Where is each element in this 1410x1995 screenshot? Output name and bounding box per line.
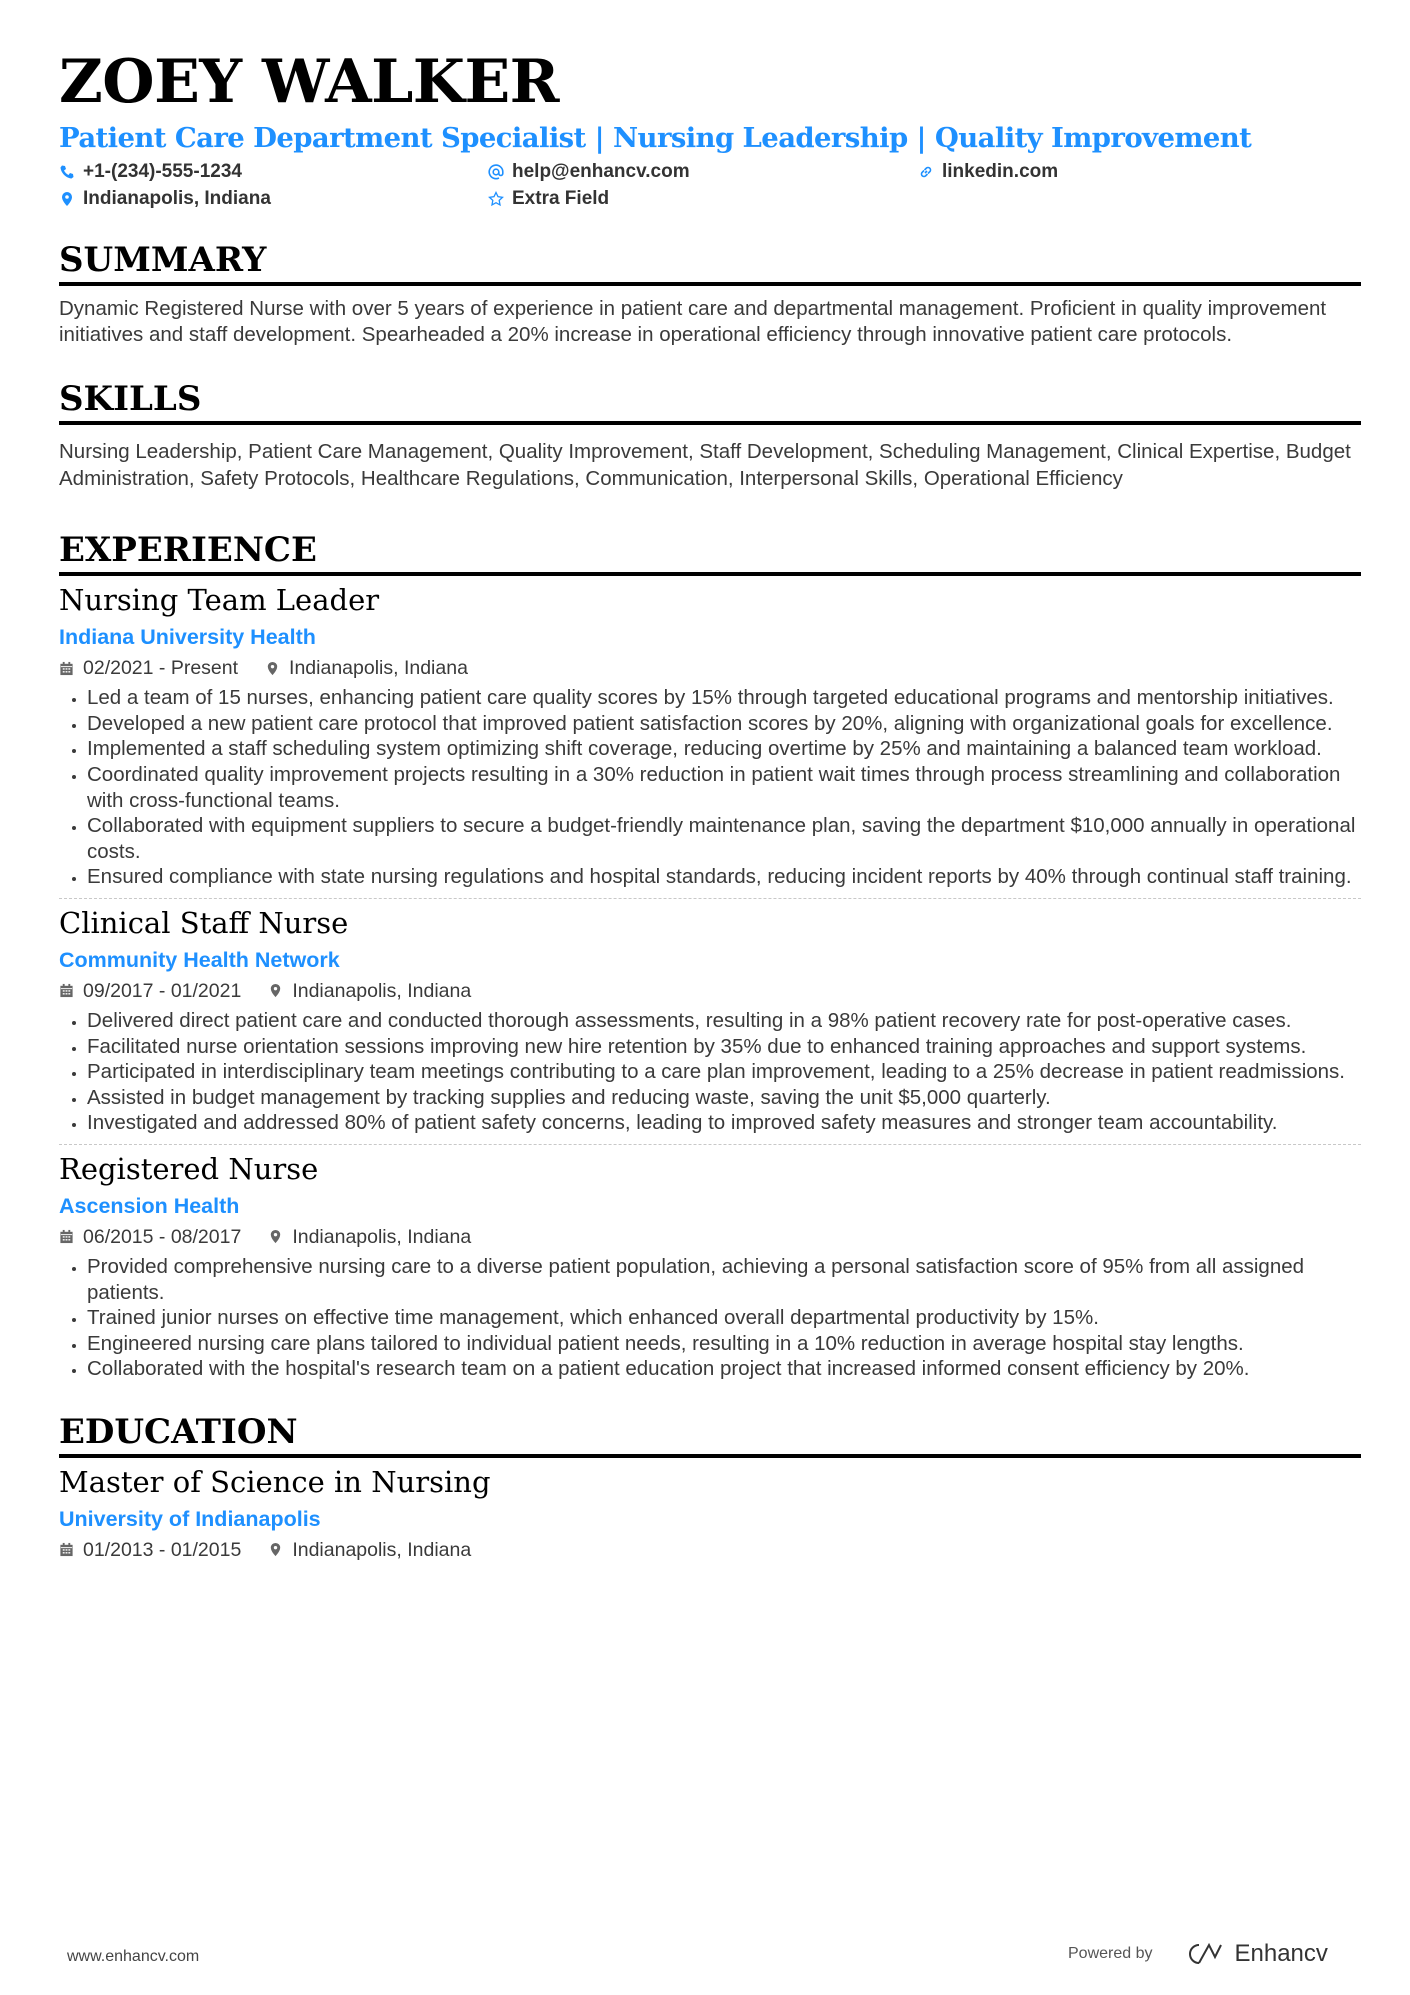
list-item: • Investigated and addressed 80% of patient safety concerns, leading to improved safety measures and stronger team accountability. [87,1110,1361,1136]
enhancv-logo-icon [1181,1941,1227,1967]
skills-section [59,377,1361,492]
list-item: • Ensured compliance with state nursing regulations and hospital standards, reducing incident reports by 40% through continual staff training. [87,864,1361,890]
education-entry [59,1458,1361,1571]
company-name: Indiana University Health [59,625,316,650]
list-item: • Delivered direct patient care and conducted thorough assessments, resulting in a 98% patient recovery rate for post-operative cases. [87,1008,1361,1034]
summary-section [59,238,1361,347]
calendar-icon [59,1229,74,1244]
job-title: Clinical Staff Nurse [59,905,349,940]
list-item: • Led a team of 15 nurses, enhancing patient care quality scores by 15% through targeted educational programs and mentorship initiatives. [87,685,1361,711]
section-title: EDUCATION [59,1410,1361,1458]
headline: Patient Care Department Specialist | Nursing Leadership | Quality Improvement [59,122,1252,154]
job-bullets [59,1008,1361,1136]
link-icon [918,164,934,180]
degree: Master of Science in Nursing [59,1464,491,1499]
calendar-icon [59,1542,74,1557]
list-item: • Implemented a staff scheduling system optimizing shift coverage, reducing overtime by 25% and maintaining a balanced team workload. [87,736,1361,762]
company-name: Community Health Network [59,947,340,972]
job-location: Indianapolis, Indiana [292,1225,472,1248]
map-pin-icon [268,1229,283,1244]
job-entry [59,1144,1361,1390]
list-item: • Coordinated quality improvement projects resulting in a 30% reduction in patient wait times through process streamlining and collaboration with cross-functional teams. [87,762,1361,813]
footer-branding: Powered by Enhancv [1068,1940,1328,1967]
contact-location: Indianapolis, Indiana [59,185,488,212]
education-meta: 01/2013 - 01/2015 Indianapolis, Indiana [59,1537,1361,1563]
list-item: • Provided comprehensive nursing care to a diverse patient population, achieving a personal satisfaction score of 95% from all assigned patients. [87,1254,1361,1305]
list-item: • Participated in interdisciplinary team meetings contributing to a care plan improvement, leading to a 25% decrease in patient readmissions. [87,1059,1361,1085]
contact-extra: Extra Field [488,185,918,212]
job-location: Indianapolis, Indiana [292,979,472,1002]
contact-phone: +1-(234)-555-1234 [59,158,488,185]
contact-info [59,158,1361,212]
job-title: Registered Nurse [59,1151,319,1186]
job-meta [59,655,1361,681]
at-icon [488,164,504,180]
job-location: Indianapolis, Indiana [289,657,468,680]
phone-icon [59,164,75,180]
section-title: SUMMARY [59,238,1361,286]
experience-section [59,528,1361,1390]
map-pin-icon [59,191,75,207]
job-bullets [59,685,1361,890]
job-dates: 09/2017 - 01/2021 [83,979,242,1002]
contact-linkedin[interactable]: linkedin.com [918,158,1318,185]
list-item: • Collaborated with the hospital's research team on a patient education project that increased informed consent efficiency by 20%. [87,1356,1361,1382]
list-item: • Collaborated with equipment suppliers to secure a budget-friendly maintenance plan, saving the department $10,000 annually in operational costs. [87,813,1361,864]
list-item: • Facilitated nurse orientation sessions improving new hire retention by 35% due to enhanced training approaches and support systems. [87,1034,1361,1060]
school: University of Indianapolis [59,1506,321,1531]
calendar-icon [59,661,74,676]
map-pin-icon [265,661,280,676]
contact-email[interactable]: help@enhancv.com [488,158,918,185]
calendar-icon [59,983,74,998]
job-entry [59,898,1361,1144]
job-bullets [59,1254,1361,1382]
map-pin-icon [268,1542,283,1557]
footer-website[interactable]: www.enhancv.com [67,1948,200,1965]
education-section [59,1410,1361,1571]
job-meta [59,978,1361,1004]
candidate-name: ZOEY WALKER [59,47,560,117]
job-dates: 02/2021 - Present [83,657,239,680]
section-title: EXPERIENCE [59,528,1361,576]
resume [59,46,1361,1571]
star-icon [488,191,504,207]
skills-text: Nursing Leadership, Patient Care Management, Quality Improvement, Staff Development, Scheduling Management, Clinical Expertise, Budget Administration, Safety Protocols, Healthcare Regulations, Communication, Interpersonal Skills, Operational Efficiency [59,440,1351,491]
summary-text: Dynamic Registered Nurse with over 5 years of experience in patient care and departmental management. Proficient in quality improvement initiatives and staff development. Spearheaded a 20% increase in operational efficiency through innovative patient care protocols. [59,297,1327,346]
section-title: SKILLS [59,377,1361,425]
map-pin-icon [268,983,283,998]
list-item: • Engineered nursing care plans tailored to individual patient needs, resulting in a 10% reduction in average hospital stay lengths. [87,1331,1361,1357]
job-title: Nursing Team Leader [59,583,380,618]
company-name: Ascension Health [59,1193,240,1218]
job-meta [59,1224,1361,1250]
list-item: • Assisted in budget management by tracking supplies and reducing waste, saving the unit $5,000 quarterly. [87,1085,1361,1111]
job-dates: 06/2015 - 08/2017 [83,1225,242,1248]
list-item: • Developed a new patient care protocol that improved patient satisfaction scores by 20%, aligning with organizational goals for excellence. [87,711,1361,737]
job-entry [59,576,1361,898]
list-item: • Trained junior nurses on effective time management, which enhanced overall departmental productivity by 15%. [87,1305,1361,1331]
